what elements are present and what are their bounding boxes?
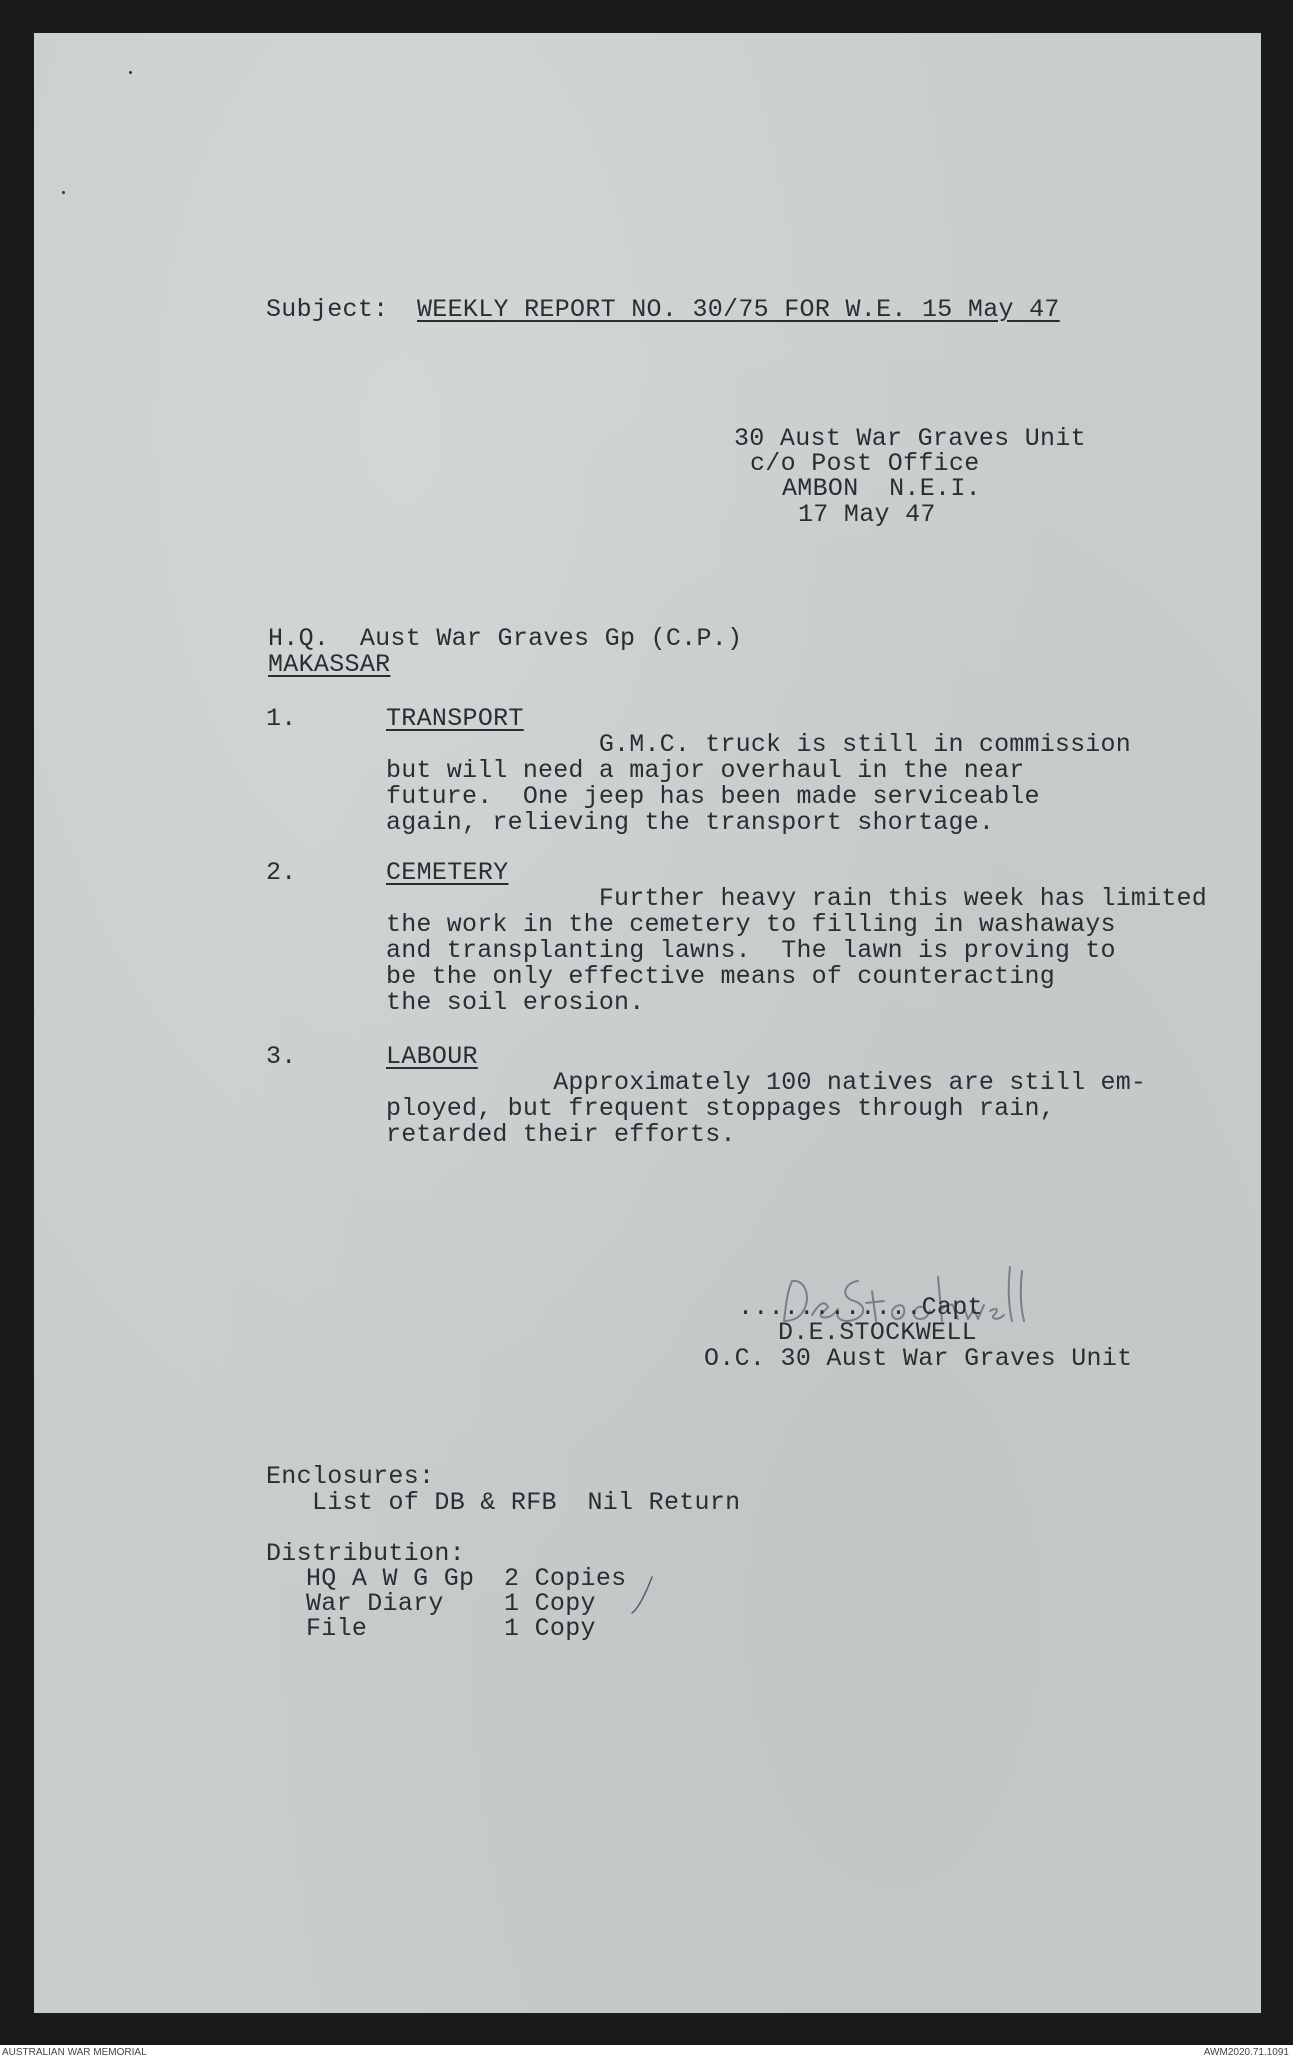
body-line: the soil erosion. (386, 988, 645, 1017)
enclosures-label: Enclosures: (266, 1462, 435, 1491)
distribution-recipient: War Diary (306, 1589, 444, 1618)
body-line: be the only effective means of counteracting (386, 962, 1055, 991)
footer-right: AWM2020.71.1091 (1203, 2047, 1289, 2058)
section-body-transport (386, 732, 1131, 836)
subject-label: Subject: (266, 295, 389, 324)
body-line: G.M.C. truck is still in commission (386, 730, 1131, 759)
distribution-copies: 1 Copy (504, 1614, 596, 1643)
paper-speck (62, 191, 65, 194)
distribution-copies: 2 Copies (504, 1564, 627, 1593)
body-line: Approximately 100 natives are still em- (386, 1068, 1147, 1097)
body-line: Further heavy rain this week has limited (386, 884, 1207, 913)
footer-left: AUSTRALIAN WAR MEMORIAL (2, 2047, 147, 2058)
enclosures-item: List of DB & RFB Nil Return (312, 1488, 741, 1517)
body-line: the work in the cemetery to filling in washaways (386, 910, 1116, 939)
section-heading-labour: LABOUR (386, 1042, 478, 1071)
signatory-title: O.C. 30 Aust War Graves Unit (704, 1344, 1133, 1373)
distribution-recipient: File (306, 1614, 368, 1643)
recipient-line: H.Q. Aust War Graves Gp (C.P.) (268, 624, 743, 653)
recipient-city: MAKASSAR (268, 650, 391, 679)
section-number: 3. (266, 1042, 297, 1071)
body-line: and transplanting lawns. The lawn is proving to (386, 936, 1116, 965)
distribution-label: Distribution: (266, 1539, 465, 1568)
distribution-copies: 1 Copy (504, 1589, 596, 1618)
subject-title: WEEKLY REPORT NO. 30/75 FOR W.E. 15 May 47 (417, 295, 1060, 324)
sender-unit: 30 Aust War Graves Unit (734, 424, 1086, 453)
section-body-cemetery (386, 886, 1207, 1016)
tick-mark (628, 1573, 658, 1623)
sender-location: AMBON N.E.I. (782, 474, 981, 503)
sender-post-office: c/o Post Office (750, 449, 980, 478)
section-heading-cemetery: CEMETERY (386, 858, 509, 887)
body-line: future. One jeep has been made serviceable (386, 782, 1040, 811)
signature-dots-rank: ............Capt (738, 1293, 983, 1322)
signatory-name: D.E.STOCKWELL (778, 1318, 977, 1347)
distribution-recipient: HQ A W G Gp (306, 1564, 475, 1593)
body-line: ployed, but frequent stoppages through rain, (386, 1094, 1055, 1123)
section-heading-transport: TRANSPORT (386, 704, 524, 733)
body-line: but will need a major overhaul in the near (386, 756, 1025, 785)
body-line: again, relieving the transport shortage. (386, 808, 995, 837)
paper-speck (129, 71, 132, 74)
document-page (34, 33, 1261, 2013)
section-number: 2. (266, 858, 297, 887)
section-number: 1. (266, 704, 297, 733)
letter-date: 17 May 47 (798, 500, 936, 529)
body-line: retarded their efforts. (386, 1120, 736, 1149)
section-body-labour (386, 1070, 1146, 1148)
